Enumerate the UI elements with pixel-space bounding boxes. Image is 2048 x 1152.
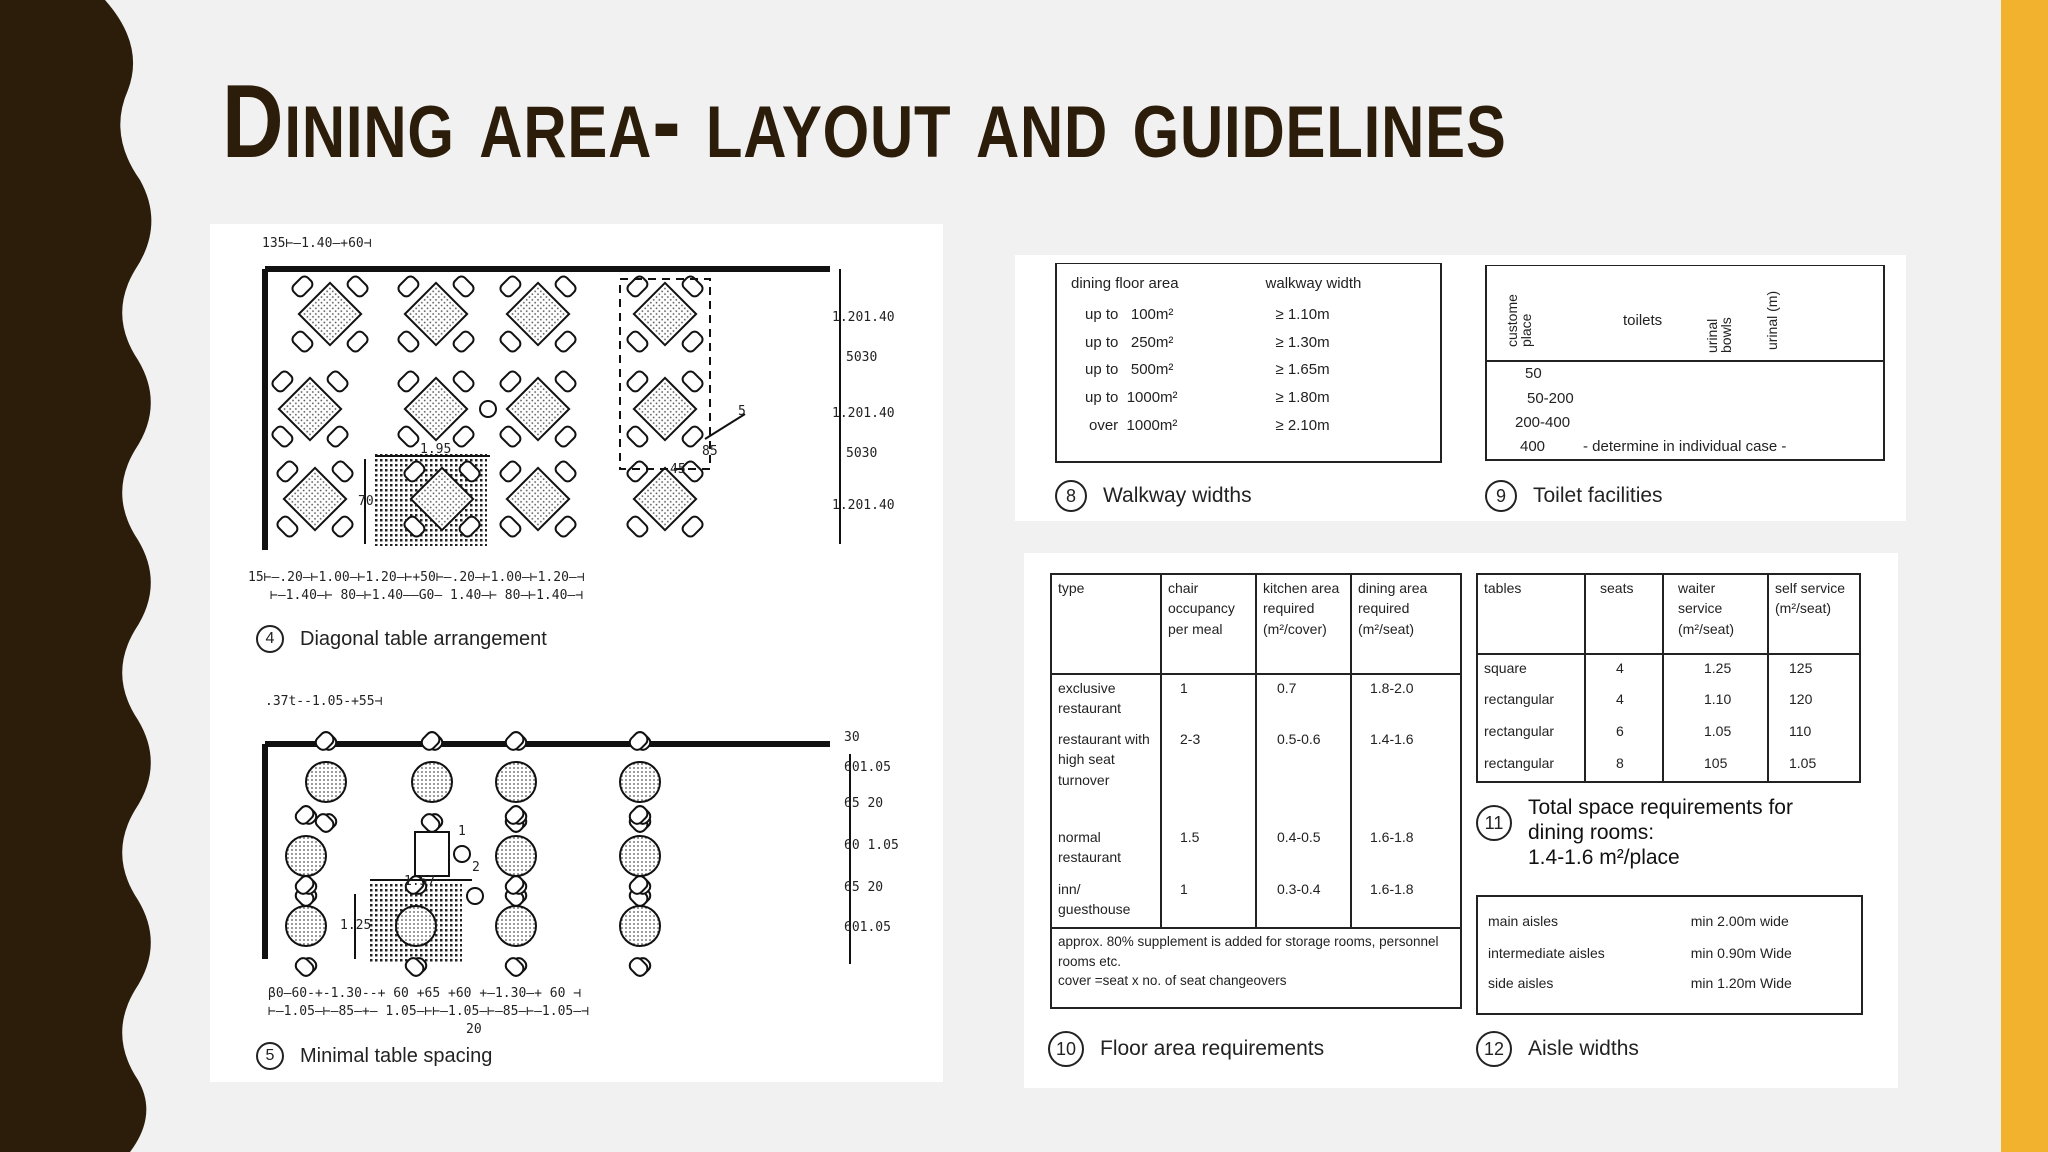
table-header-row: [1051, 574, 1461, 674]
figure-panel-walkway-toilet: [1015, 255, 1906, 521]
table-row: [1051, 876, 1461, 928]
cell: over 1000m²: [1089, 416, 1178, 434]
table-row: [1477, 940, 1862, 970]
fig11-number: 11: [1476, 805, 1512, 841]
cell: main aisles: [1488, 913, 1559, 929]
fig4-right-dim: 1.201.40: [832, 406, 895, 421]
cell: side aisles: [1488, 975, 1554, 992]
note-cell: [1051, 928, 1461, 1008]
cell: 125: [1789, 660, 1813, 676]
cell: 6: [1585, 718, 1663, 750]
cell: ≥ 1.30m: [1275, 333, 1330, 351]
fig5-right-dim: 601.05: [844, 760, 891, 775]
fig5-top-dimension: .37t--1.05-+55⊣: [265, 694, 383, 709]
fig5-caption-text: Minimal table spacing: [300, 1044, 493, 1067]
cell: up to 100m²: [1085, 305, 1174, 323]
cell: ≥ 1.80m: [1275, 389, 1330, 406]
fig11-caption-line: Total space requirements for: [1528, 796, 1793, 819]
cell: rectangular: [1477, 686, 1585, 718]
fig8-number: 8: [1055, 480, 1087, 512]
header-urinal-bowls: urinal bowls: [1704, 317, 1734, 353]
toilet-row: 50: [1525, 365, 1542, 382]
fig4-inner-dim: 1.95: [420, 442, 452, 457]
fig10-caption: [1048, 1031, 1324, 1067]
header-urinal-m: urinal (m): [1764, 290, 1780, 350]
note-supplement: approx. 80% supplement is added for storage rooms, personnel rooms etc.: [1058, 934, 1439, 969]
total-space-requirements-table: [1476, 573, 1861, 783]
note-cover: cover =seat x no. of seat changeovers: [1058, 973, 1287, 989]
header-toilets: toilets: [1623, 312, 1663, 329]
table-row: [1477, 896, 1862, 940]
fig12-caption-text: Aisle widths: [1528, 1037, 1639, 1060]
fig5-inner-dim: 2: [472, 860, 480, 875]
toilet-row: 400: [1520, 438, 1546, 455]
table-row: [1065, 301, 1435, 329]
header-type: type: [1051, 574, 1161, 674]
cell: 1.8-2.0: [1370, 680, 1414, 696]
cell: up to 500m²: [1085, 361, 1174, 379]
fig4-number: 4: [256, 625, 284, 653]
fig4-inner-dim: 85: [702, 444, 718, 459]
cell: 0.4-0.5: [1256, 824, 1351, 876]
fig8-caption-text: Walkway widths: [1103, 484, 1252, 507]
cell: 0.3-0.4: [1256, 876, 1351, 928]
fig5-number: 5: [256, 1042, 284, 1070]
header-tables: tables: [1477, 574, 1585, 654]
cell: ≥ 2.10m: [1275, 416, 1330, 434]
table-row: [1065, 329, 1435, 357]
fig5-inner-dim: 1.57: [404, 874, 436, 889]
cell: restaurant with high seat turnover: [1051, 726, 1161, 824]
fig4-bottom-dimension: ⊢—1.40—⊢ 80—⊢1.40——G0— 1.40—⊢ 80—⊢1.40—⊣: [270, 588, 584, 603]
table-row: [1477, 718, 1860, 750]
cell: normal restaurant: [1051, 824, 1161, 876]
cell: 8: [1585, 750, 1663, 782]
fig5-bottom-dimension: β0—60-+-1.30--+ 60 +65 +60 +—1.30—+ 60 ⊣: [268, 986, 582, 1001]
cell: min 2.00m wide: [1690, 913, 1789, 929]
cell: intermediate aisles: [1488, 944, 1605, 961]
cell: 2-3: [1161, 726, 1256, 824]
cell: 1.25: [1663, 654, 1768, 686]
header-dining-floor-area: dining floor area: [1071, 275, 1179, 292]
header-dining-area: dining area required (m²/seat): [1358, 580, 1428, 637]
fig5-bottom-dimension: ⊢—1.05—⊢—85—+— 1.05—⊢⊢—1.05—⊢—85—⊢—1.05—⊣: [268, 1004, 589, 1019]
fig4-right-dim: 1.201.40: [832, 498, 895, 513]
fig5-right-dim: 601.05: [844, 920, 891, 935]
fig9-header-divider: [1485, 360, 1885, 362]
table-row: [1051, 824, 1461, 876]
cell: min 1.20m Wide: [1690, 975, 1792, 992]
toilet-row: 50-200: [1527, 390, 1574, 407]
left-wavy-band: [0, 0, 160, 1152]
slide-title: Dining area- layout and guidelines: [222, 64, 1507, 180]
fig5-bottom-dimension: 20: [466, 1022, 482, 1037]
fig5-inner-dim: 1: [458, 824, 466, 839]
fig9-caption-text: Toilet facilities: [1533, 484, 1663, 507]
header-chair-occupancy: chair occupancy per meal: [1161, 574, 1256, 674]
fig10-caption-text: Floor area requirements: [1100, 1037, 1325, 1060]
toilet-note: - determine in individual case -: [1583, 438, 1787, 455]
fig4-right-dim: 5030: [846, 350, 878, 365]
table-row: [1051, 726, 1461, 824]
cell: 1.05: [1663, 718, 1768, 750]
fig10-number: 10: [1048, 1031, 1084, 1067]
header-self-service: self service (m²/seat): [1775, 580, 1846, 617]
table-row: [1065, 356, 1435, 384]
table-row: [1065, 384, 1435, 412]
cell: 1.10: [1663, 686, 1768, 718]
fig5-right-dim: 65 20: [844, 880, 884, 895]
figure-panel-table-layouts: [210, 224, 943, 1082]
cell: 0.7: [1256, 674, 1351, 726]
toilet-row: 200-400: [1515, 414, 1571, 431]
cell: ≥ 1.10m: [1275, 305, 1330, 323]
fig9-table-frame: [1485, 265, 1885, 461]
fig12-number: 12: [1476, 1031, 1512, 1067]
fig4-bottom-dimension: 15⊢—.20—⊢1.00—⊢1.20—⊢+50⊢—.20—⊢1.00—⊢1.20—⊣: [248, 570, 585, 585]
fig4-inner-dim: 45: [670, 462, 686, 477]
floor-area-requirements-table: [1050, 573, 1462, 1009]
header-kitchen-area: kitchen area required (m²/cover): [1256, 574, 1351, 674]
cell: min 0.90m Wide: [1690, 944, 1792, 961]
fig11-caption-line: 1.4-1.6 m²/place: [1528, 846, 1680, 870]
fig4-right-dim: 5030: [846, 446, 878, 461]
fig9-caption: [1485, 480, 1663, 512]
cell: 1: [1161, 876, 1256, 928]
fig12-caption: [1476, 1031, 1639, 1067]
cell: 105: [1663, 750, 1768, 782]
fig4-right-dim: 1.201.40: [832, 310, 895, 325]
table-note-row: [1051, 928, 1461, 1008]
cell: inn/ guesthouse: [1051, 876, 1161, 928]
cell: 1.5: [1161, 824, 1256, 876]
cell: 4: [1585, 654, 1663, 686]
table-row: [1477, 750, 1860, 782]
cell: rectangular: [1477, 718, 1585, 750]
fig4-inner-dim: 70: [358, 494, 374, 509]
cell: 1.05: [1789, 755, 1817, 771]
fig5-right-dim: 60 1.05: [844, 838, 899, 853]
cell: 1: [1161, 674, 1256, 726]
cell: 1.6-1.8: [1370, 829, 1414, 845]
header-walkway-width: walkway width: [1265, 275, 1362, 292]
fig8-caption: [1055, 480, 1252, 512]
fig11-caption-text: [1528, 795, 1793, 871]
aisle-widths-table: [1476, 895, 1863, 1015]
header-waiter-service: waiter service (m²/seat): [1663, 574, 1768, 654]
fig5-inner-dim: 1.25: [340, 918, 372, 933]
fig5-caption: [256, 1042, 492, 1070]
cell: rectangular: [1477, 750, 1585, 782]
fig9-number: 9: [1485, 480, 1517, 512]
fig4-caption-text: Diagonal table arrangement: [300, 627, 547, 650]
cell: exclusive restaurant: [1051, 674, 1161, 726]
fig4-inner-dim: 5: [738, 404, 746, 419]
cell: up to 1000m²: [1085, 389, 1178, 406]
cell: 110: [1789, 723, 1812, 739]
cell: 1.4-1.6: [1370, 731, 1414, 747]
fig5-right-dim: 30: [844, 730, 860, 745]
table-row: [1477, 654, 1860, 686]
fig5-right-dim: 65 20: [844, 796, 884, 811]
table-row: [1477, 686, 1860, 718]
table-header-row: [1477, 574, 1860, 654]
fig4-top-dimension: 135⊢—1.40—+60⊣: [262, 236, 372, 251]
table-row: [1051, 674, 1461, 726]
cell: ≥ 1.65m: [1275, 361, 1330, 379]
cell: 4: [1585, 686, 1663, 718]
fig4-caption: [256, 625, 547, 653]
figure-panel-floor-area: [1024, 553, 1898, 1088]
header-seats: seats: [1585, 574, 1663, 654]
right-accent-band: [2001, 0, 2048, 1152]
table-row: [1477, 970, 1862, 1014]
cell: 1.6-1.8: [1370, 881, 1414, 897]
walkway-widths-table: [1065, 270, 1435, 440]
table-row: [1065, 412, 1435, 440]
table-header-row: [1065, 270, 1435, 301]
cell: 120: [1789, 691, 1813, 707]
fig11-caption-line: dining rooms:: [1528, 821, 1655, 845]
fig11-caption: [1476, 795, 1793, 871]
cell: square: [1477, 654, 1585, 686]
cell: 0.5-0.6: [1256, 726, 1351, 824]
cell: up to 250m²: [1085, 333, 1174, 351]
header-customer-place: custome place: [1504, 294, 1534, 347]
